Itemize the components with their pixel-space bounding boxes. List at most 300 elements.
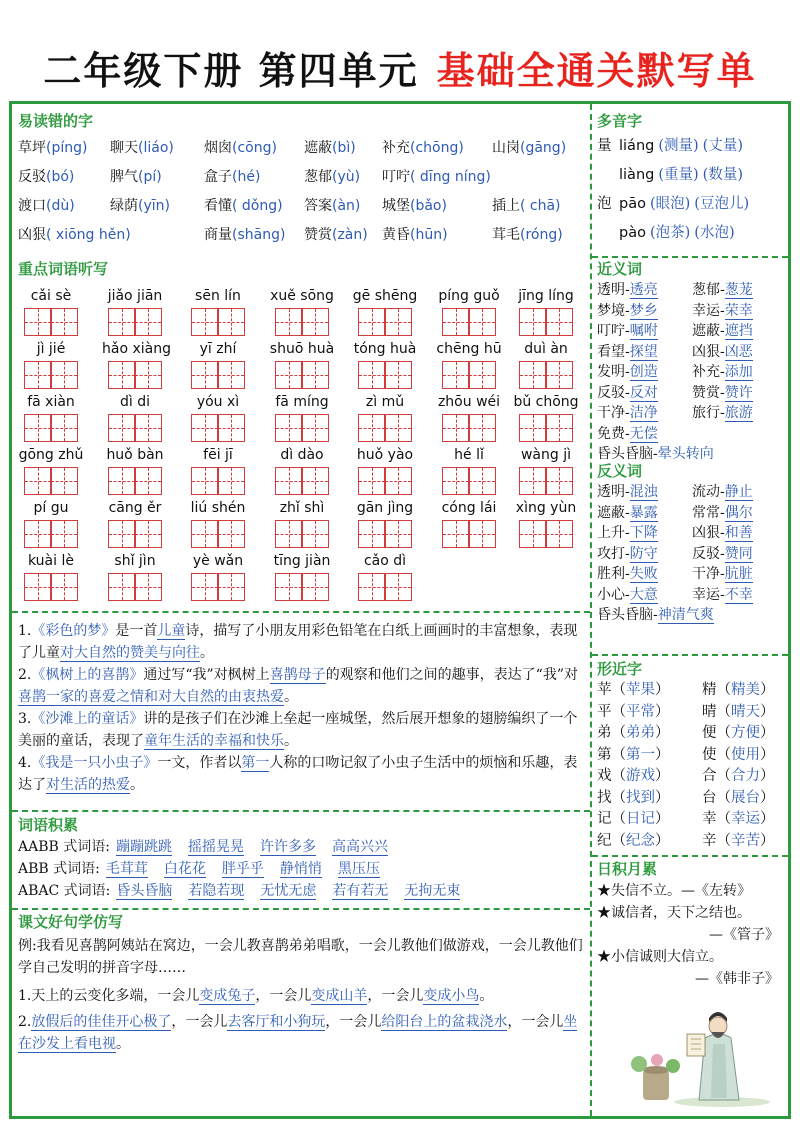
word-pair-row: 透明-透亮 葱郁-葱茏 — [597, 282, 753, 298]
writing-cells — [185, 520, 251, 548]
word-row: AABB 式词语: 蹦蹦跳跳 摇摇晃晃 许许多多 高高兴兴 — [18, 839, 388, 855]
word: 答案 — [304, 198, 332, 214]
writing-cell[interactable] — [275, 573, 303, 601]
writing-cell[interactable] — [545, 308, 573, 336]
pinyin: (shāng) — [232, 227, 286, 243]
word-row: ABB 式词语: 毛茸茸 白花花 胖乎乎 静悄悄 黑压压 — [18, 861, 380, 877]
writing-cell[interactable] — [50, 361, 78, 389]
word: 毛茸茸 — [105, 861, 148, 877]
writing-cell[interactable] — [442, 520, 470, 548]
word: 城堡 — [382, 198, 410, 214]
dictation-pinyin: gē shēng — [352, 288, 418, 304]
writing-cell[interactable] — [519, 414, 547, 442]
similar-row: 记（日记） 幸（幸运） — [597, 811, 775, 827]
writing-cell[interactable] — [442, 467, 470, 495]
writing-cells — [436, 467, 502, 495]
writing-cell[interactable] — [545, 520, 573, 548]
easy-word — [304, 225, 368, 245]
dictation-item — [436, 339, 502, 389]
writing-cell[interactable] — [134, 414, 162, 442]
writing-cell[interactable] — [384, 361, 412, 389]
dictation-item — [185, 286, 251, 336]
word: 若隐若现 — [188, 883, 245, 899]
writing-cells — [185, 361, 251, 389]
dictation-item — [352, 551, 418, 601]
dictation-pinyin: gān jìng — [356, 500, 414, 516]
writing-cell[interactable] — [217, 573, 245, 601]
writing-cell[interactable] — [358, 308, 386, 336]
writing-cell[interactable] — [134, 520, 162, 548]
word: 看懂 — [204, 198, 232, 214]
writing-cell[interactable] — [468, 520, 496, 548]
word-accumulation-section: 词语积累 AABB 式词语: 蹦蹦跳跳 摇摇晃晃 许许多多 高高兴兴 ABB 式词语: 毛茸茸 白花花 胖乎乎 静悄悄 黑压压 ABAC 式词语: 昏头昏脑 若隐若现 无忧无虑 若有若无 无拘无束 — [18, 814, 586, 906]
dictation-pinyin: hé lǐ — [454, 447, 484, 463]
writing-cell[interactable] — [108, 467, 136, 495]
writing-cell[interactable] — [50, 573, 78, 601]
word-pair-row: 上升-下降 凶狠-和善 — [597, 525, 753, 541]
summary-item: 2.《枫树上的喜鹊》通过写“我”对枫树上喜鹊母子的观察和他们之间的趣事，表达了“我”对喜鹊一家的喜爱之情和对大自然的由衷热爱。 — [18, 667, 579, 705]
writing-cells — [269, 520, 335, 548]
word-pair-row: 看望-探望 凶狠-凶恶 — [597, 343, 753, 360]
writing-cells — [269, 308, 335, 336]
dictation-pinyin: pí gu — [33, 500, 69, 516]
dictation-item — [436, 392, 502, 442]
dictation-pinyin: dì dào — [280, 447, 324, 463]
writing-cell[interactable] — [301, 361, 329, 389]
summary-item: 3.《沙滩上的童话》讲的是孩子们在沙滩上垒起一座城堡，然后展开想象的翅膀编织了一个美丽的童话，表现了童年生活的幸福和快乐。 — [18, 711, 578, 749]
writing-cell[interactable] — [134, 573, 162, 601]
writing-cells — [269, 361, 335, 389]
similar-row: 找（找到） 台（展台） — [597, 789, 775, 806]
writing-cell[interactable] — [134, 467, 162, 495]
writing-cell[interactable] — [24, 414, 52, 442]
writing-cells — [513, 467, 579, 495]
writing-cell[interactable] — [217, 308, 245, 336]
dictation-item — [269, 286, 335, 336]
writing-cell[interactable] — [384, 520, 412, 548]
dictation-pinyin: gōng zhǔ — [18, 447, 84, 463]
word-pair-row: 胜利-失败 干净-肮脏 — [597, 566, 753, 582]
divider — [592, 654, 788, 656]
writing-cell[interactable] — [50, 414, 78, 442]
example-sentence: 例:我看见喜鹊阿姨站在窝边，一会儿教喜鹊弟弟唱歌，一会儿教他们做游戏，一会儿教他们学自己发明的拼音字母…… — [18, 938, 583, 976]
word-pair-row: 昏头昏脑-晕头转向 — [597, 444, 787, 460]
writing-cell[interactable] — [358, 414, 386, 442]
word-pair-row: 梦境-梦乡 幸运-荣幸 — [597, 302, 753, 319]
word: 山岗 — [492, 140, 520, 156]
word: 叮咛 — [382, 169, 410, 185]
writing-cell[interactable] — [358, 361, 386, 389]
similar-row: 弟（弟弟） 便（方便） — [597, 725, 775, 741]
dictation-item — [185, 339, 251, 389]
dictation-pinyin: yī zhí — [199, 341, 237, 357]
dictation-pinyin: tóng huà — [353, 341, 417, 357]
word: 胖乎乎 — [221, 861, 264, 877]
easy-word — [304, 167, 360, 187]
dictation-pinyin: shǐ jìn — [114, 553, 156, 569]
word: 渡口 — [18, 198, 46, 214]
writing-cell[interactable] — [50, 308, 78, 336]
word: 若有若无 — [332, 883, 389, 899]
writing-cell[interactable] — [545, 414, 573, 442]
word-pair-row: 反驳-反对 赞赏-赞许 — [597, 384, 753, 401]
word: 无拘无束 — [404, 883, 461, 899]
dictation-item — [18, 339, 84, 389]
easy-word — [204, 138, 277, 158]
word: 绿荫 — [110, 198, 138, 214]
writing-cell[interactable] — [519, 520, 547, 548]
word: 草坪 — [18, 140, 46, 156]
dictation-pinyin: dì di — [119, 394, 150, 410]
word: 遮蔽 — [304, 140, 332, 156]
writing-cell[interactable] — [384, 573, 412, 601]
writing-cell[interactable] — [358, 467, 386, 495]
text-summary-section — [18, 620, 586, 806]
daily-accumulation-section: 日积月累 ★失信不立。—《左转》 ★诚信者，天下之结也。 —《管子》 ★小信诚则大信立。 —《韩非子》 — [597, 858, 787, 1110]
word: 凶狠 — [18, 227, 46, 243]
easy-word — [492, 138, 566, 158]
writing-cells — [352, 467, 418, 495]
polyphonic-section: 多音字 量 liáng (测量) (丈量) liàng (重量) (数量) 泡 pāo (眼泡) (豆泡儿) pào (泡茶) (水泡) — [597, 110, 787, 256]
writing-cells — [18, 308, 84, 336]
word: 摇摇晃晃 — [187, 839, 244, 855]
sentence-imitation-section: 课文好句学仿写 例:我看见喜鹊阿姨站在窝边，一会儿教喜鹊弟弟唱歌，一会儿教他们做游戏，一会儿教他们学自己发明的拼音字母…… 1.天上的云变化多端，一会儿变成兔子，一会儿变成山羊，一会儿变成小鸟。 2.放假后的佳佳开心极了，一会儿去客厅和小狗玩，一会儿给阳台上的盆栽浇水，一会儿坐在沙发上看电视。 — [18, 911, 586, 1111]
scholar-illustration — [627, 998, 777, 1108]
writing-cell[interactable] — [545, 361, 573, 389]
dictation-pinyin: wàng jì — [520, 447, 572, 463]
writing-cell[interactable] — [442, 361, 470, 389]
dictation-pinyin: jiǎo jiān — [107, 288, 163, 304]
writing-cell[interactable] — [358, 520, 386, 548]
polyphonic-row: pào (泡茶) (水泡) — [619, 225, 735, 241]
writing-cells — [269, 573, 335, 601]
polyphonic-row: 泡 pāo (眼泡) (豆泡儿) — [597, 196, 750, 212]
writing-cells — [102, 467, 168, 495]
word: 脾气 — [110, 169, 138, 185]
writing-cell[interactable] — [191, 467, 219, 495]
page-title: 二年级下册 第四单元 基础全通关默写单 — [43, 48, 757, 93]
dictation-section: 重点词语听写 cǎi sè jiǎo jiān sēn lín xuě sōng gē shēng píng guǒ jīng líng jì jié hǎo xiàng yī zhí shuō huà tóng huà chēng hū duì àn fā xiàn dì di yóu xì fā míng zì mǔ zhōu wéi bǔ chōng gōng zhǔ huǒ bàn fēi jī dì dào huǒ yào hé lǐ wàng jì pí gu cāng ěr liú shén zhǐ shì gān jìng cóng lái xìng yùn kuài lè shǐ jìn yè wǎn tīng jiàn cǎo dì — [18, 258, 586, 608]
pinyin: (zàn) — [332, 227, 368, 243]
writing-cell[interactable] — [442, 308, 470, 336]
writing-cells — [18, 573, 84, 601]
dictation-item — [436, 286, 502, 336]
easy-word — [492, 225, 563, 245]
writing-cell[interactable] — [468, 467, 496, 495]
word-pair-row: 攻打-防守 反驳-赞同 — [597, 545, 753, 562]
pinyin: ( dīng níng) — [410, 169, 491, 185]
writing-cell[interactable] — [134, 361, 162, 389]
writing-cells — [352, 308, 418, 336]
writing-cell[interactable] — [24, 361, 52, 389]
dictation-pinyin: huǒ bàn — [106, 447, 164, 463]
dictation-item — [185, 498, 251, 548]
writing-cell[interactable] — [108, 573, 136, 601]
polyphonic-row: 量 liáng (测量) (丈量) — [597, 138, 743, 154]
writing-cells — [513, 308, 579, 336]
easy-word — [18, 167, 74, 187]
word: 聊天 — [110, 140, 138, 156]
word: 商量 — [204, 227, 232, 243]
dictation-item — [513, 498, 579, 548]
dictation-item — [513, 339, 579, 389]
dictation-item — [513, 445, 579, 495]
writing-cells — [185, 308, 251, 336]
writing-cell[interactable] — [108, 414, 136, 442]
writing-cell[interactable] — [24, 573, 52, 601]
word: 插上 — [492, 198, 520, 214]
writing-cells — [18, 414, 84, 442]
easy-word — [382, 138, 464, 158]
easy-word — [110, 138, 174, 158]
writing-cells — [269, 414, 335, 442]
pinyin: (pí) — [138, 169, 162, 185]
dictation-pinyin: fā míng — [275, 394, 329, 410]
dictation-item — [18, 551, 84, 601]
dictation-item — [513, 392, 579, 442]
writing-cell[interactable] — [108, 308, 136, 336]
word-pair-row: 干净-洁净 旅行-旅游 — [597, 405, 753, 421]
dictation-pinyin: fēi jī — [203, 447, 233, 463]
dictation-item — [269, 498, 335, 548]
writing-cells — [269, 467, 335, 495]
pinyin: (róng) — [520, 227, 563, 243]
imitation-2: 2.放假后的佳佳开心极了，一会儿去客厅和小狗玩，一会儿给阳台上的盆栽浇水，一会儿坐在沙发上看电视。 — [18, 1014, 578, 1052]
dictation-item — [102, 498, 168, 548]
writing-cells — [436, 361, 502, 389]
writing-cell[interactable] — [108, 361, 136, 389]
pinyin: (hé) — [232, 169, 261, 185]
dictation-item — [18, 445, 84, 495]
summary-item: 4.《我是一只小虫子》一文，作者以第一人称的口吻记叙了小虫子生活中的烦恼和乐趣，表达了对生活的热爱。 — [18, 755, 578, 793]
writing-cell[interactable] — [545, 467, 573, 495]
writing-cells — [18, 520, 84, 548]
writing-cell[interactable] — [24, 467, 52, 495]
dictation-item — [102, 392, 168, 442]
writing-cell[interactable] — [301, 308, 329, 336]
writing-cells — [352, 520, 418, 548]
pinyin: (gāng) — [520, 140, 567, 156]
dictation-item — [18, 392, 84, 442]
synonyms-section: 近义词 透明-透亮 葱郁-葱茏 梦境-梦乡 幸运-荣幸 叮咛-嘱咐 遮蔽-遮挡 看望-探望 凶狠-凶恶 发明-创造 补充-添加 反驳-反对 赞赏-赞许 干净-洁净 旅行-旅游 免费-无偿 昏头昏脑-晕头转向 — [597, 258, 787, 460]
word: 葱郁 — [304, 169, 332, 185]
dictation-pinyin: fā xiàn — [27, 394, 75, 410]
pinyin: (bó) — [46, 169, 75, 185]
writing-cell[interactable] — [468, 414, 496, 442]
writing-cell[interactable] — [519, 467, 547, 495]
dictation-pinyin: yè wǎn — [192, 553, 244, 569]
writing-cells — [436, 308, 502, 336]
easy-word — [204, 167, 260, 187]
similar-row: 纪（纪念） 辛（辛苦） — [597, 832, 775, 849]
writing-cell[interactable] — [217, 520, 245, 548]
writing-cell[interactable] — [275, 308, 303, 336]
writing-cells — [102, 308, 168, 336]
divider — [592, 855, 788, 857]
similar-row: 戏（游戏） 合（合力） — [597, 768, 775, 784]
divider — [12, 611, 590, 613]
writing-cell[interactable] — [134, 308, 162, 336]
dictation-item — [102, 286, 168, 336]
writing-cell[interactable] — [108, 520, 136, 548]
word: 许许多多 — [259, 839, 316, 855]
pinyin: ( xiōng hěn) — [46, 227, 131, 243]
writing-cells — [352, 414, 418, 442]
easy-word — [204, 196, 283, 216]
dictation-item — [18, 286, 84, 336]
word: 黑压压 — [337, 861, 380, 877]
pinyin: ( chā) — [520, 198, 561, 214]
dictation-item — [102, 339, 171, 389]
dictation-item — [269, 392, 335, 442]
writing-cell[interactable] — [24, 308, 52, 336]
word-pair-row: 叮咛-嘱咐 遮蔽-遮挡 — [597, 323, 753, 339]
writing-cell[interactable] — [50, 520, 78, 548]
pinyin: ( dǒng) — [232, 198, 283, 214]
dictation-pinyin: liú shén — [190, 500, 246, 516]
writing-cells — [185, 467, 251, 495]
dictation-pinyin: bǔ chōng — [513, 394, 579, 410]
pinyin: (dù) — [46, 198, 75, 214]
writing-cell[interactable] — [275, 520, 303, 548]
word-pair-row: 发明-创造 补充-添加 — [597, 364, 753, 380]
dictation-pinyin: xuě sōng — [270, 288, 334, 304]
easy-misread-section: 易读错的字 草坪(píng) 聊天(liáo) 烟囱(cōng) 遮蔽(bì) 补充(chōng) 山岗(gāng) 反驳(bó) 脾气(pí) 盒子(hé) 葱郁(yù) 叮咛( dīng níng) 渡口(dù) 绿荫(yīn) 看懂( dǒng) 答案(àn) 城堡(bǎo) 插上( chā) 凶狠( xiōng hěn) 商量(shāng) 赞赏(zàn) 黄昏(hūn) 茸毛(róng) — [18, 112, 567, 243]
writing-cell[interactable] — [301, 520, 329, 548]
writing-cell[interactable] — [301, 573, 329, 601]
dictation-item — [352, 392, 418, 442]
dictation-pinyin: cóng lái — [441, 500, 497, 516]
writing-cell[interactable] — [191, 361, 219, 389]
writing-cell[interactable] — [468, 361, 496, 389]
easy-word — [110, 167, 162, 187]
writing-cells — [102, 414, 168, 442]
writing-cells — [102, 361, 168, 389]
dictation-item — [352, 286, 418, 336]
summary-item: 1.《彩色的梦》是一首儿童诗，描写了小朋友用彩色铅笔在白纸上画画时的丰富想象，表现了儿童对大自然的赞美与向往。 — [18, 623, 578, 661]
writing-cells — [352, 573, 418, 601]
polyphonic-row: liàng (重量) (数量) — [619, 167, 743, 183]
dictation-pinyin: zhǐ shì — [279, 500, 325, 516]
divider — [12, 908, 590, 910]
writing-cell[interactable] — [384, 308, 412, 336]
writing-cell[interactable] — [275, 414, 303, 442]
word-row: ABAC 式词语: 昏头昏脑 若隐若现 无忧无虑 若有若无 无拘无束 — [18, 883, 461, 899]
dictation-item — [352, 339, 418, 389]
writing-cells — [513, 520, 579, 548]
word: 补充 — [382, 140, 410, 156]
writing-cell[interactable] — [191, 414, 219, 442]
dictation-pinyin: huǒ yào — [356, 447, 414, 463]
dictation-item — [185, 392, 251, 442]
easy-word — [382, 196, 447, 216]
word: 蹦蹦跳跳 — [115, 839, 172, 855]
writing-cell[interactable] — [191, 308, 219, 336]
dictation-item — [269, 339, 335, 389]
pinyin: (bǎo) — [410, 198, 447, 214]
writing-cell[interactable] — [217, 414, 245, 442]
dictation-item — [102, 551, 168, 601]
writing-cell[interactable] — [384, 414, 412, 442]
dictation-pinyin: cǎo dì — [363, 553, 407, 569]
dictation-item — [436, 498, 502, 548]
word: 黄昏 — [382, 227, 410, 243]
writing-cell[interactable] — [217, 467, 245, 495]
word: 茸毛 — [492, 227, 520, 243]
writing-cell[interactable] — [50, 467, 78, 495]
dictation-pinyin: píng guǒ — [438, 288, 500, 304]
dictation-item — [269, 551, 335, 601]
writing-cell[interactable] — [275, 467, 303, 495]
writing-cell[interactable] — [191, 520, 219, 548]
easy-word — [382, 225, 448, 245]
writing-cells — [102, 573, 168, 601]
dictation-pinyin: hǎo xiàng — [102, 341, 171, 357]
similar-row: 平（平常） 晴（晴天） — [597, 703, 775, 720]
pinyin: (chōng) — [410, 140, 464, 156]
writing-cell[interactable] — [519, 308, 547, 336]
writing-cell[interactable] — [301, 414, 329, 442]
antonyms-section: 反义词 透明-混浊 流动-静止 遮蔽-暴露 常常-偶尔 上升-下降 凶狠-和善 攻打-防守 反驳-赞同 胜利-失败 干净-肮脏 小心-大意 幸运-不幸 昏头昏脑-神清气爽 — [597, 460, 787, 650]
similar-row: 第（第一） 使（使用） — [597, 746, 775, 763]
pinyin: (liáo) — [138, 140, 174, 156]
word: 盒子 — [204, 169, 232, 185]
pinyin: (cōng) — [232, 140, 277, 156]
dictation-pinyin: cāng ěr — [108, 500, 162, 516]
dictation-pinyin: jīng líng — [518, 288, 574, 304]
dictation-pinyin: xìng yùn — [515, 500, 577, 516]
writing-cell[interactable] — [358, 573, 386, 601]
easy-word — [304, 196, 360, 216]
writing-cell[interactable] — [384, 467, 412, 495]
imitation-1: 1.天上的云变化多端，一会儿变成兔子，一会儿变成山羊，一会儿变成小鸟。 — [18, 988, 494, 1004]
word: 昏头昏脑 — [116, 883, 173, 899]
dictation-pinyin: zhōu wéi — [437, 394, 501, 410]
writing-cells — [436, 414, 502, 442]
writing-cell[interactable] — [442, 414, 470, 442]
easy-word — [204, 225, 285, 245]
easy-word — [304, 138, 356, 158]
word: 高高兴兴 — [331, 839, 388, 855]
dictation-pinyin: yóu xì — [196, 394, 240, 410]
divider — [12, 810, 590, 812]
easy-word — [382, 167, 491, 187]
easy-word — [110, 196, 170, 216]
dictation-pinyin: zì mǔ — [365, 394, 405, 410]
similar-chars-section: 形近字 苹（苹果） 精（精美） 平（平常） 晴（晴天） 弟（弟弟） 便（方便） 第（第一） 使（使用） 戏（游戏） 合（合力） 找（找到） 台（展台） 记（日记） 幸（幸运） 纪（纪念） 辛（辛苦） — [597, 658, 787, 854]
writing-cell[interactable] — [519, 361, 547, 389]
word: 烟囱 — [204, 140, 232, 156]
word-pair-row: 小心-大意 幸运-不幸 — [597, 586, 753, 603]
writing-cell[interactable] — [301, 467, 329, 495]
writing-cell[interactable] — [468, 308, 496, 336]
writing-cell[interactable] — [24, 520, 52, 548]
pinyin: (píng) — [46, 140, 88, 156]
dictation-pinyin: sēn lín — [195, 288, 241, 304]
pinyin: (bì) — [332, 140, 356, 156]
writing-cell[interactable] — [191, 573, 219, 601]
easy-word — [18, 196, 75, 216]
word-pair-row: 昏头昏脑-神清气爽 — [597, 607, 714, 623]
word-pair-row: 透明-混浊 流动-静止 — [597, 484, 753, 500]
dictation-item — [436, 445, 502, 495]
writing-cell[interactable] — [217, 361, 245, 389]
writing-cells — [185, 414, 251, 442]
dictation-pinyin: tīng jiàn — [273, 553, 331, 569]
writing-cell[interactable] — [275, 361, 303, 389]
word-pair-row: 遮蔽-暴露 常常-偶尔 — [597, 504, 753, 521]
word-pair-row: 免费-无偿 — [597, 425, 658, 442]
